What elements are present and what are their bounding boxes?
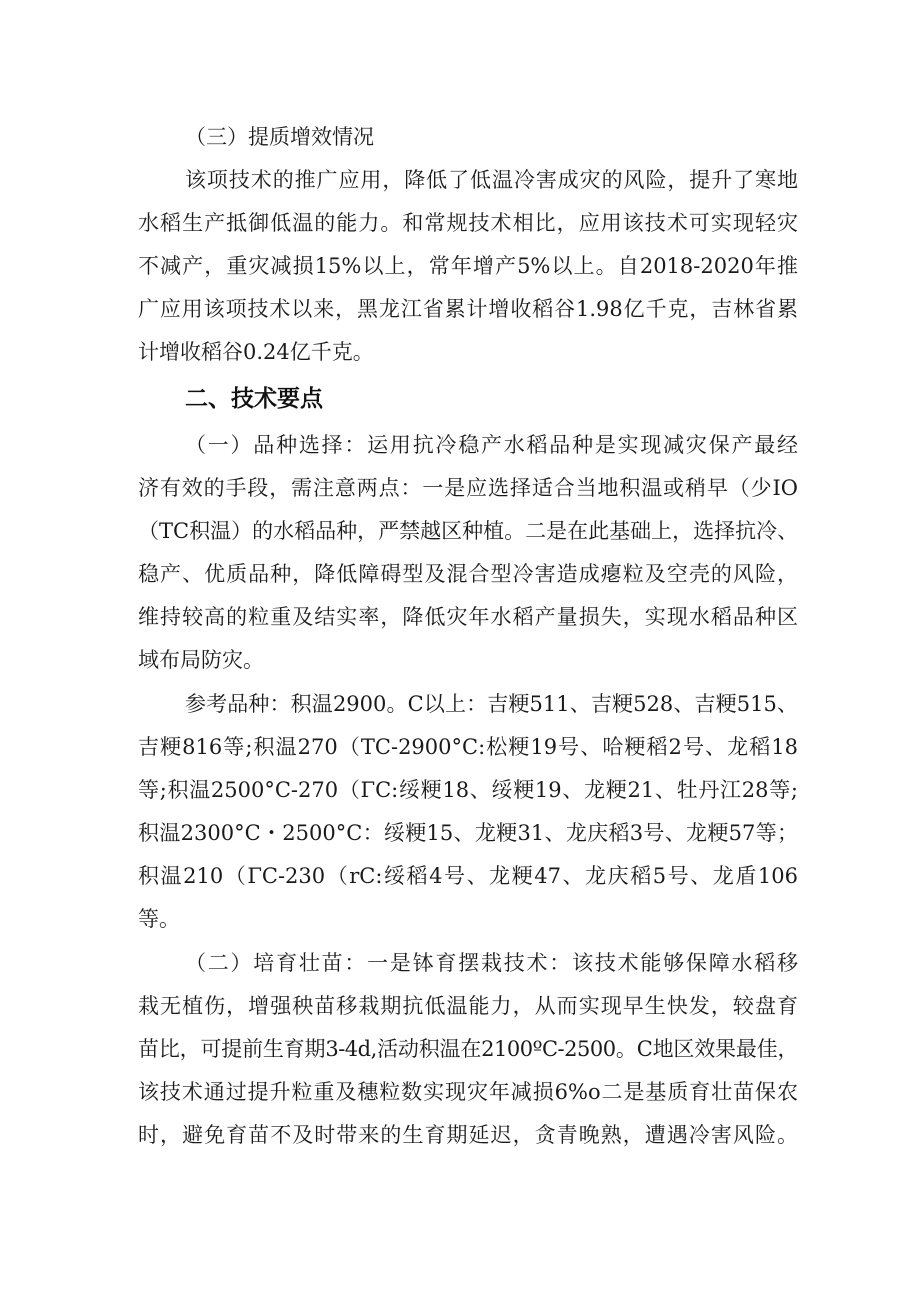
- paragraph-line: 该项技术的推广应用，降低了低温冷害成灾的风险，提升了寒地: [185, 168, 798, 192]
- paragraph-line: 积温2300°C・2500°C：绥粳15、龙粳31、龙庆稻3号、龙粳57等；: [138, 821, 798, 845]
- paragraph-line: 积温210（ΓC-230（rC:绥稻4号、龙粳47、龙庆稻5号、龙盾106: [138, 864, 798, 888]
- paragraph-line: 广应用该项技术以来，黑龙江省累计增收稻谷1.98亿千克，吉林省累: [138, 297, 798, 321]
- paragraph-line: 等;积温2500°C-270（ΓC:绥粳18、绥粳19、龙粳21、牡丹江28等;: [138, 778, 798, 802]
- paragraph-line: 计增收稻谷0.24亿千克。: [138, 340, 374, 364]
- paragraph-line: 不减产，重灾减损15%以上，常年增产5%以上。自2018-2020年推: [138, 254, 798, 278]
- paragraph-line: 维持较高的粒重及结实率，降低灾年水稻产量损失，实现水稻品种区: [138, 605, 798, 629]
- paragraph-line: 该技术通过提升粒重及穗粒数实现灾年减损6%o二是基质育壮苗保农: [138, 1080, 798, 1104]
- paragraph-line: 栽无植伤，增强秧苗移栽期抗低温能力，从而实现早生快发，较盘育: [138, 994, 798, 1018]
- paragraph-line: 等。: [138, 907, 180, 931]
- section-heading-tech-points: 二、技术要点: [185, 386, 323, 412]
- paragraph-line: 时，避免育苗不及时带来的生育期延迟，贪青晚熟，遭遇冷害风险。: [138, 1123, 798, 1147]
- paragraph-line: 吉粳816等;积温270（TC-2900°C:松粳19号、哈粳稻2号、龙稻18: [138, 735, 798, 759]
- paragraph-line: 稳产、优质品种，降低障碍型及混合型冷害造成瘪粒及空壳的风险，: [138, 562, 798, 586]
- paragraph-line: （一）品种选择：运用抗冷稳产水稻品种是实现减灾保产最经: [185, 433, 798, 457]
- paragraph-line: 水稻生产抵御低温的能力。和常规技术相比，应用该技术可实现轻灾: [138, 211, 798, 235]
- subsection-title-quality: （三）提质增效情况: [185, 125, 374, 149]
- paragraph-line: （TC积温）的水稻品种，严禁越区种植。二是在此基础上，选择抗冷、: [138, 519, 799, 543]
- paragraph-line: 济有效的手段，需注意两点：一是应选择适合当地积温或稍早（少IO: [138, 476, 798, 500]
- paragraph-line: 参考品种：积温2900。C以上：吉粳511、吉粳528、吉粳515、: [185, 692, 798, 716]
- paragraph-line: 苗比，可提前生育期3-4d,活动积温在2100ºC-2500。C地区效果最佳，: [138, 1037, 798, 1061]
- paragraph-line: （二）培育壮苗：一是钵育摆栽技术：该技术能够保障水稻移: [185, 951, 798, 975]
- paragraph-line: 域布局防灾。: [138, 648, 264, 672]
